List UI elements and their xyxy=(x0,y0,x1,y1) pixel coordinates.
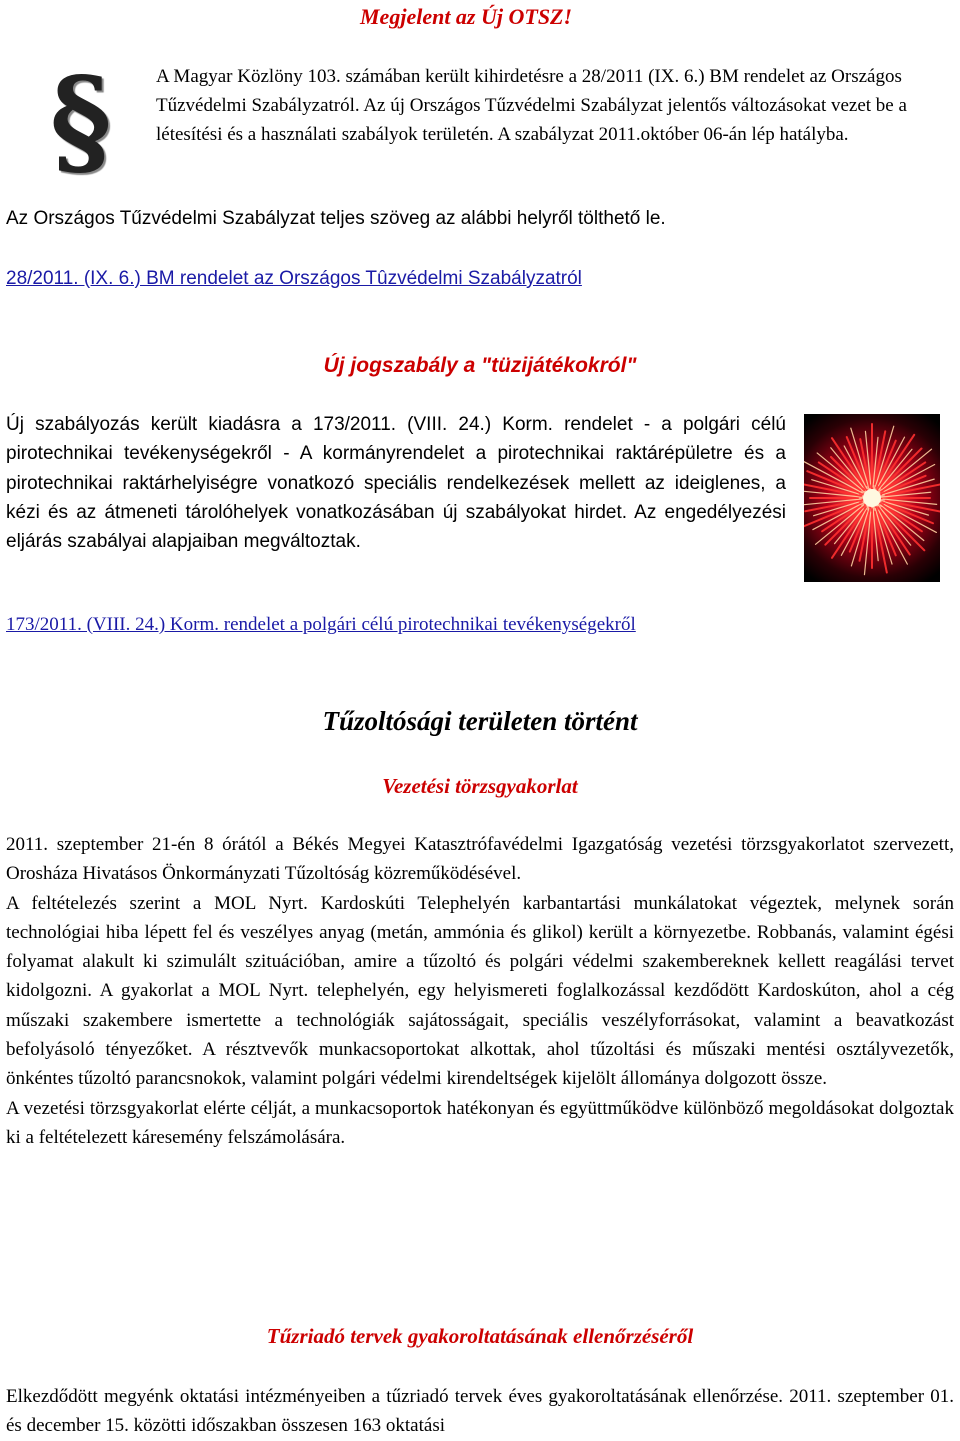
evacuation-paragraph: Elkezdődött megyénk oktatási intézményeiben a tűzriadó tervek éves gyakoroltatásának ellenőrzése. 2011. szeptember 01. és december 15. közötti időszakban összesen 163 oktatási xyxy=(6,1386,954,1437)
fireworks-paragraph: Új szabályozás került kiadásra a 173/2011. (VIII. 24.) Korm. rendelet - a polgári célú pirotechnikai tevékenységekről - A kormányrendelet a pirotechnikai raktárépületre és a pirotechnikai raktárhelyiségre vonatkozó speciális rendelkezések mellett az ideiglenes, a kézi és az átmeneti tárolóhelyek vonatkozásában új szabályokat hirdet. Az engedélyezési eljárás szabályai alapjaiban megváltoztak. xyxy=(6,414,786,553)
page-title: Megjelent az Új OTSZ! xyxy=(360,4,573,29)
exercise-subheading: Vezetési törzsgyakorlat xyxy=(382,774,578,798)
otsz-regulation-link[interactable]: 28/2011. (IX. 6.) BM rendelet az Országos Tûzvédelmi Szabályzatról xyxy=(6,268,582,289)
exercise-paragraph: A vezetési törzsgyakorlat elérte célját, a munkacsoportok hatékonyan és együttműködve különböző megoldásokat dolgoztak ki a feltételezett káresemény felszámolására. xyxy=(6,1097,954,1148)
exercise-paragraph: A feltételezés szerint a MOL Nyrt. Kardoskúti Telephelyén karbantartási munkálatokat végeztek, melynek során technológiai hiba lépett fel és veszélyes anyag (metán, ammónia és glikol) került a környezetbe. Robbanás, valamint égési folyamat alakult ki szimulált szituációban, amire a tűzoltó és polgári védelmi szakembereknek kellett reagálási tervet kidolgozni. A gyakorlat a MOL Nyrt. telephelyén, egy helyismereti foglalkozással kezdődött Kardoskúton, ahol a cég műszaki szakembere ismertette a technológiák sajátosságait, speciális veszélyforrásokat, valamint a beavatkozást befolyásoló tényezőket. A résztvevők munkacsoportokat alkottak, ahol tűzoltási és műszaki mentési osztályvezetők, önkéntes tűzoltó parancsnokok, valamint polgári védelmi kirendeltségek kijelölt állománya dolgozott össze. xyxy=(6,892,954,1090)
fire-area-heading: Tűzoltósági területen történt xyxy=(322,706,638,736)
fireworks-image xyxy=(804,414,940,582)
exercise-body xyxy=(6,830,954,1152)
firework-core xyxy=(863,489,881,507)
fireworks-burst-graphic xyxy=(804,414,940,582)
evacuation-heading: Tűzriadó tervek gyakoroltatásának ellenőrzéséről xyxy=(266,1324,694,1348)
intro-paragraph: A Magyar Közlöny 103. számában került kihirdetésre a 28/2011 (IX. 6.) BM rendelet az Országos Tűzvédelmi Szabályzatról. Az új Országos Tűzvédelmi Szabályzat jelentős változásokat vezet be a létesítési és a használati szabályok területén. A szabályzat 2011.október 06-án lép hatályba. xyxy=(156,66,907,145)
download-note: Az Országos Tűzvédelmi Szabályzat teljes szöveg az alábbi helyről tölthető le. xyxy=(6,208,666,229)
pyrotechnics-regulation-link[interactable]: 173/2011. (VIII. 24.) Korm. rendelet a polgári célú pirotechnikai tevékenységekről xyxy=(6,614,636,635)
fireworks-heading: Új jogszabály a "tüzijátékokról" xyxy=(323,354,637,377)
paragraph-section-icon: § xyxy=(50,51,112,190)
exercise-paragraph: 2011. szeptember 21-én 8 órától a Békés Megyei Katasztrófavédelmi Igazgatóság vezetési törzsgyakorlatot szervezett, Orosháza Hivatásos Önkormányzati Tűzoltóság közreműködésével. xyxy=(6,834,954,885)
evacuation-body xyxy=(6,1382,954,1441)
